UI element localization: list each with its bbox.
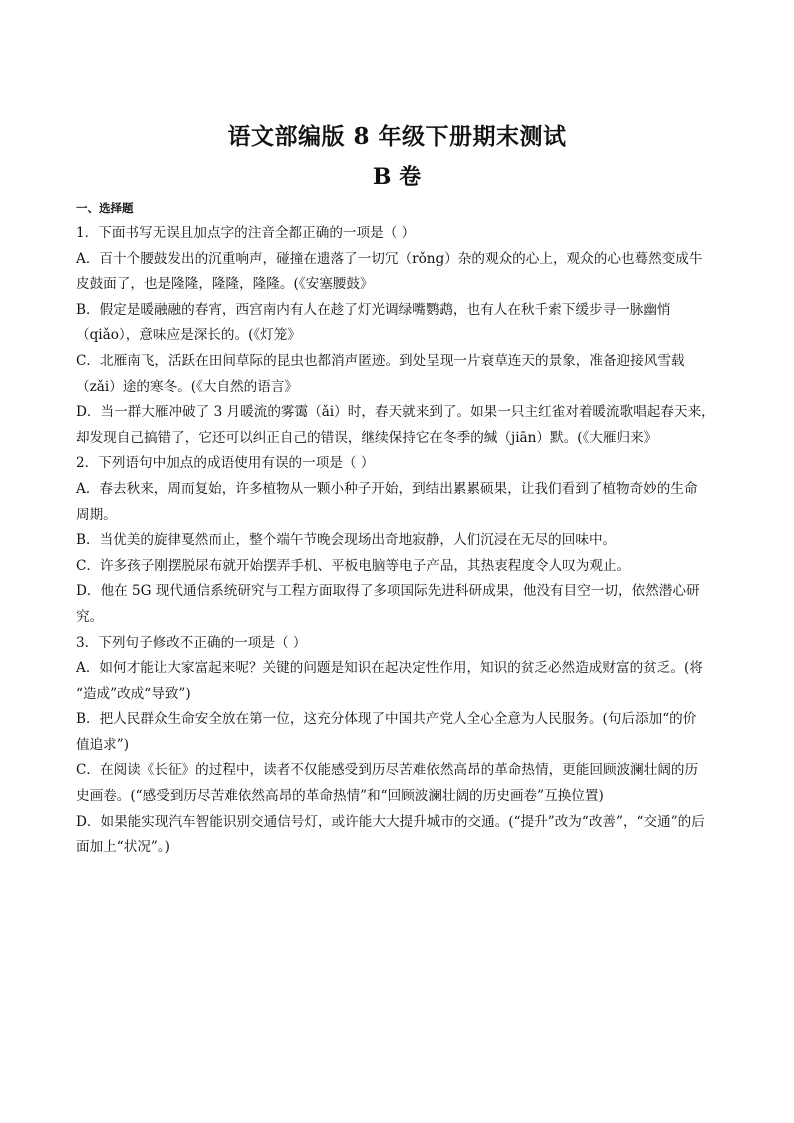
question-3-option-b-cont: 值追求”) [76,736,130,753]
question-2-option-d: D．他在 5G 现代通信系统研究与工程方面取得了多项国际先进科研成果，他没有目空一切，依然潜心研 [76,583,700,600]
question-3-option-a-cont: “造成”改成“导致”) [76,685,191,702]
question-2-option-a: A．春去秋来，周而复始，许多植物从一颗小种子开始，到结出累累硕果，让我们看到了植物奇妙的生命 [76,480,698,497]
question-1-option-c-cont: （zǎi）途的寒冬。(《大自然的语言》 [76,378,299,395]
section-heading: 一、选择题 [76,201,134,215]
question-3-stem: 3．下列句子修改不正确的一项是（ ） [76,634,307,651]
question-3-option-a: A．如何才能让大家富起来呢？关键的问题是知识在起决定性作用，知识的贫乏必然造成财富的贫乏。(将 [76,660,703,677]
question-3-option-d-cont: 面加上“状况”。) [76,839,170,856]
question-1-option-c: C．北雁南飞，活跃在田间草际的昆虫也都消声匿迹。到处呈现一片衰草连天的景象，准备迎接风雪载 [76,352,685,369]
question-2-stem: 2．下列语句中加点的成语使用有误的一项是（ ） [76,455,375,472]
question-1-stem: 1．下面书写无误且加点字的注音全都正确的一项是（ ） [76,225,416,241]
question-3-option-d: D．如果能实现汽车智能识别交通信号灯，或许能大大提升城市的交通。(“提升”改为“改善”，“交通”的后 [76,813,705,830]
question-1-option-b-cont: （qiǎo），意味应是深长的。(《灯笼》 [76,327,301,344]
question-1-option-b: B．假定是暖融融的春宵，西宫南内有人在趁了灯光调绿嘴鹦鹉，也有人在秋千索下缓步寻一脉幽悄 [76,301,671,318]
question-3-option-c: C．在阅读《长征》的过程中，读者不仅能感受到历尽苦难依然高昂的革命热情，更能回顾波澜壮阔的历 [76,762,699,779]
question-1-option-a-cont: 皮鼓面了，也是隆隆，隆隆，隆隆。(《安塞腰鼓》 [76,276,374,293]
question-3-option-b: B．把人民群众生命安全放在第一位，这充分体现了中国共产党人全心全意为人民服务。(句后添加“的价 [76,711,697,728]
question-2-option-c: C．许多孩子刚摆脱尿布就开始摆弄手机、平板电脑等电子产品，其热衷程度令人叹为观止。 [76,557,631,574]
question-content [76,221,726,861]
question-1-option-d: D．当一群大雁冲破了 3 月暖流的雾霭（ǎi）时，春天就来到了。如果一只主红雀对着暖流歌唱起春天来， [76,404,715,421]
question-2-option-a-cont: 周期。 [76,506,117,523]
page-subtitle: B 卷 [372,164,422,190]
question-3-option-c-cont: 史画卷。(“感受到历尽苦难依然高昂的革命热情”和“回顾波澜壮阔的历史画卷”互换位置) [76,788,604,805]
question-1-option-d-cont: 却发现自己搞错了，它还可以纠正自己的错误，继续保持它在冬季的缄（jiān）默。(《大雁归来》 [76,429,658,446]
question-2-option-b: B．当优美的旋律戛然而止，整个端午节晚会现场出奇地寂静，人们沉浸在无尽的回味中。 [76,532,617,549]
page-title: 语文部编版 8 年级下册期末测试 [227,123,567,150]
question-1-option-a: A．百十个腰鼓发出的沉重响声，碰撞在遗落了一切冗（rǒng）杂的观众的心上，观众的心也蓦然变成牛 [76,250,703,267]
question-2-option-d-cont: 究。 [76,608,104,625]
